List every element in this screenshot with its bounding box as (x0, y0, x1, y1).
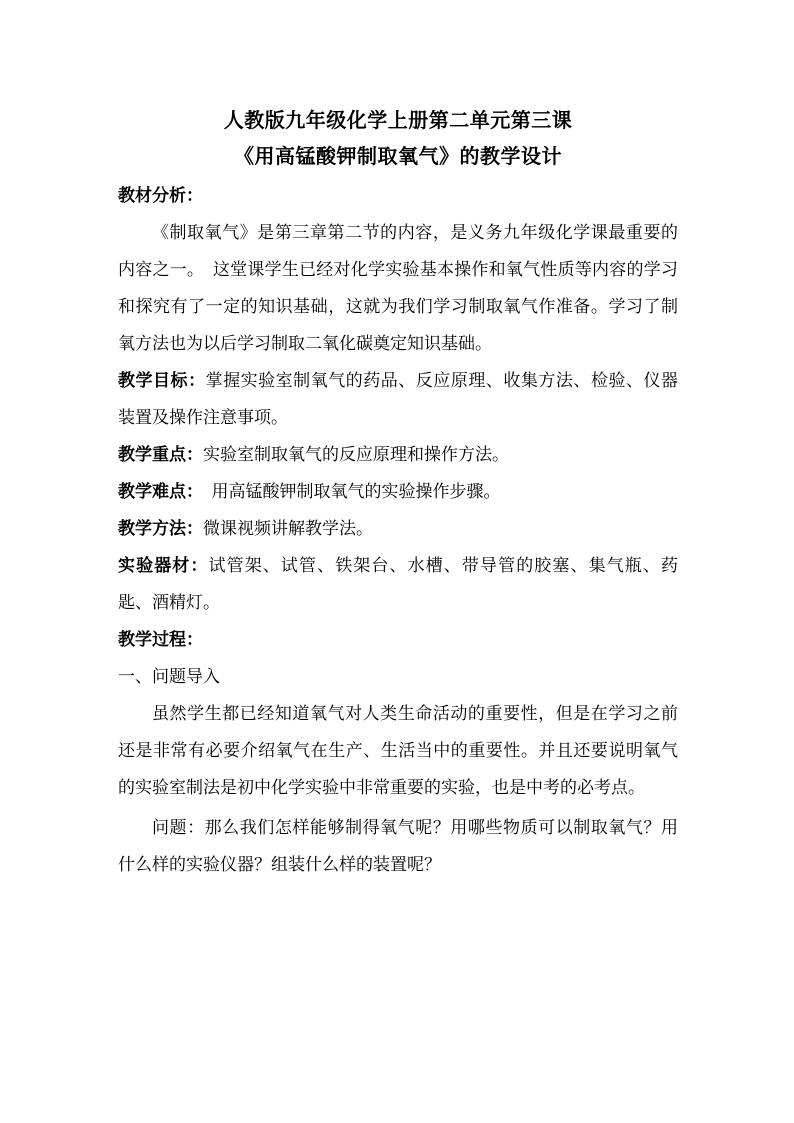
goal-body: 掌握实验室制氧气的药品、反应原理、收集方法、检验、仪器装置及操作注意事项。 (118, 371, 679, 428)
difficulty-paragraph (118, 474, 678, 511)
key-point-label: 教学重点： (118, 445, 203, 465)
goal-paragraph (118, 363, 678, 437)
document-title-line-1: 人教版九年级化学上册第二单元第三课 (223, 108, 573, 132)
document-title-line-2: 《用高锰酸钾制取氧气》的教学设计 (234, 144, 562, 168)
analysis-body: 《制取氧气》是第三章第二节的内容，是义务九年级化学课最重要的内容之一。 这堂课学生已经对化学实验基本操作和氧气性质等内容的学习和探究有了一定的知识基础，这就为我们学习制取氧气作准备。学习了制氧方法也为以后学习制取二氧化碳奠定知识基础。 (118, 223, 678, 354)
equipment-paragraph (118, 548, 678, 622)
document-page (118, 96, 678, 884)
goal-label: 教学目标： (118, 371, 206, 391)
key-point-paragraph (118, 437, 678, 474)
section-1-paragraph-1: 虽然学生都已经知道氧气对人类生命活动的重要性，但是在学习之前还是非常有必要介绍氧气在生产、生活当中的重要性。并且还要说明氧气的实验室制法是初中化学实验中非常重要的实验，也是中考的必考点。 (118, 704, 678, 798)
process-label: 教学过程： (118, 630, 203, 650)
analysis-label: 教材分析： (118, 186, 203, 206)
method-label: 教学方法： (118, 519, 203, 539)
equipment-body: 试管架、试管、铁架台、水槽、带导管的胶塞、集气瓶、药匙、酒精灯。 (118, 556, 678, 613)
difficulty-body: 用高锰酸钾制取氧气的实验操作步骤。 (194, 482, 501, 502)
method-body: 微课视频讲解教学法。 (203, 519, 373, 539)
method-paragraph (118, 511, 678, 548)
section-1-heading: 一、问题导入 (118, 667, 220, 687)
key-point-body: 实验室制取氧气的反应原理和操作方法。 (203, 445, 509, 465)
section-1-paragraph-2: 问题：那么我们怎样能够制得氧气呢？用哪些物质可以制取氧气？用什么样的实验仪器？组装什么样的装置呢？ (118, 818, 678, 875)
equipment-label: 实验器材： (118, 556, 209, 576)
difficulty-label: 教学难点： (118, 482, 195, 502)
